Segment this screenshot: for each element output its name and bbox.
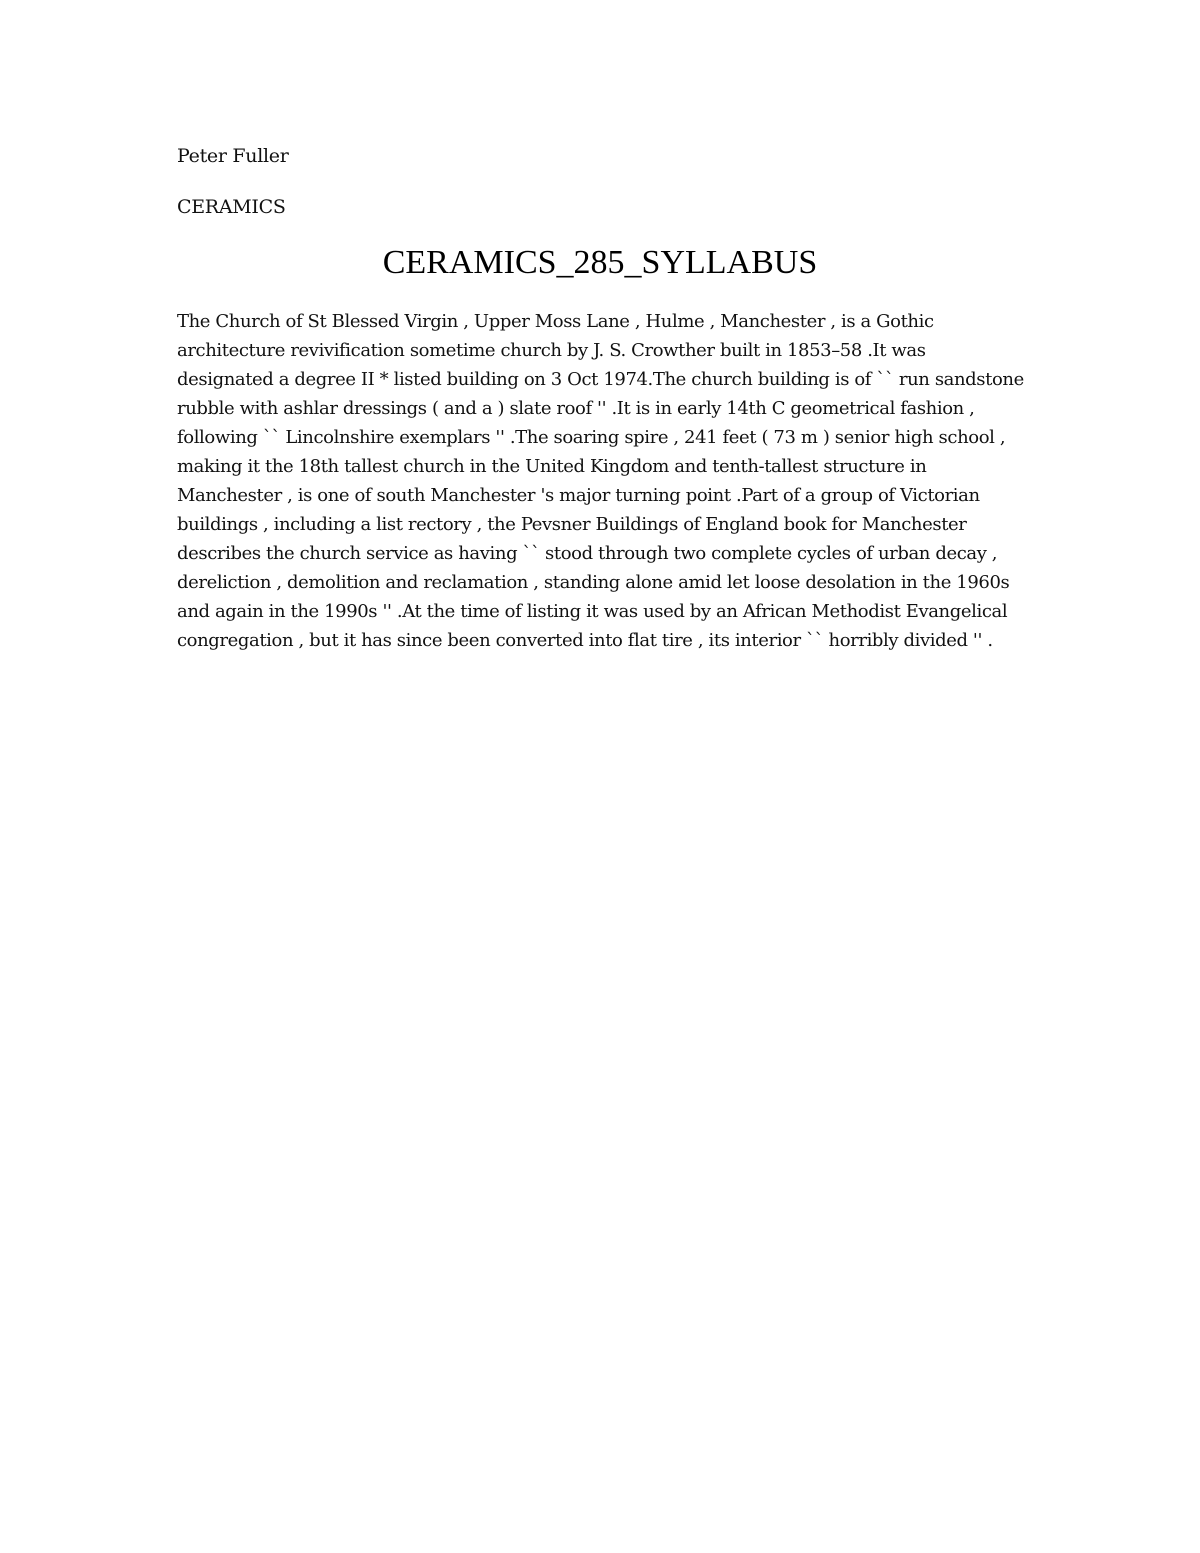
author-name: Peter Fuller: [177, 145, 289, 167]
body-paragraph: The Church of St Blessed Virgin , Upper Moss Lane , Hulme , Manchester , is a Gothic architecture revivification sometime church by J. S. Crowther built in 1853–58 .It was designated a degree II * listed building on 3 Oct 1974.The church building is of `` run sandstone rubble with ashlar dressings ( and a ) slate roof '' .It is in early 14th C geometrical fashion , following `` Lincolnshire exemplars '' .The soaring spire , 241 feet ( 73 m ) senior high school , making it the 18th tallest church in the United Kingdom and tenth-tallest structure in Manchester , is one of south Manchester 's major turning point .Part of a group of Victorian buildings , including a list rectory , the Pevsner Buildings of England book for Manchester describes the church service as having `` stood through two complete cycles of urban decay , dereliction , demolition and reclamation , standing alone amid let loose desolation in the 1960s and again in the 1990s '' .At the time of listing it was used by an African Methodist Evangelical congregation , but it has since been converted into flat tire , its interior `` horribly divided '' .: [177, 311, 1024, 651]
document-title: CERAMICS_285_SYLLABUS: [382, 244, 818, 281]
course-name: CERAMICS: [177, 196, 286, 218]
